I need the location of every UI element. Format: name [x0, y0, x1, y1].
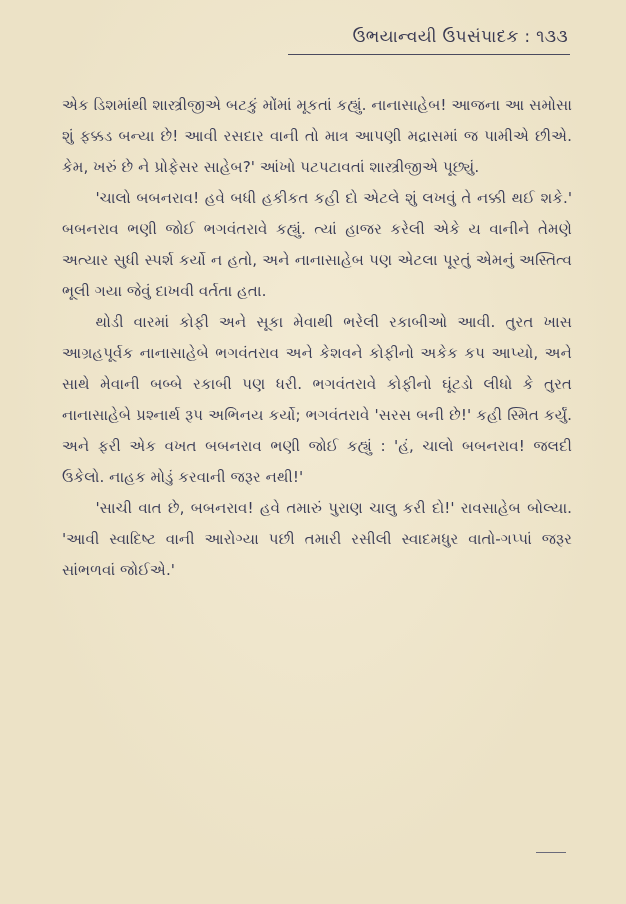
paragraph-4: 'સાચી વાત છે, બબનરાવ! હવે તમારું પુરાણ ચાલુ કરી દો!' રાવસાહેબ બોલ્યા. 'આવી સ્વાદિષ્ટ વાની આરોગ્યા પછી તમારી રસીલી સ્વાદમધુર વાતો-ગપ્પાં જરૂર સાંભળવાં જોઈએ.' — [62, 499, 572, 579]
running-head: ઉભયાન્વયી ઉપસંપાદક : ૧૩૩ — [352, 27, 568, 47]
paragraph-1: એક ડિશમાંથી શાસ્ત્રીજીએ બટકું મોંમાં મૂકતાં કહ્યું. નાનાસાહેબ! આજના આ સમોસા શું ફક્કડ બન્યા છે! આવી રસદાર વાની તો માત્ર આપણી મદ્રાસમાં જ પામીએ છીએ. કેમ, ખરું છે ને પ્રોફેસર સાહેબ?' આંખો પટપટાવતાં શાસ્ત્રીજીએ પૂછ્યું. — [62, 96, 572, 176]
header-rule — [288, 54, 570, 55]
paragraph-2: 'ચાલો બબનરાવ! હવે બધી હકીકત કહી દો એટલે શું લખવું તે નક્કી થઈ શકે.' બબનરાવ ભણી જોઈ ભગવંતરાવે કહ્યું. ત્યાં હાજર કરેલી એકે ય વાનીને તેમણે અત્યાર સુધી સ્પર્શ કર્યો ન હતો, અને નાનાસાહેબ પણ એટલા પૂરતું એમનું અસ્તિત્વ ભૂલી ગયા જેવું દાખવી વર્તતા હતા. — [62, 189, 572, 300]
body-text — [62, 90, 572, 586]
paragraph-3: થોડી વારમાં કોફી અને સૂકા મેવાથી ભરેલી રકાબીઓ આવી. તુરત ખાસ આગ્રહપૂર્વક નાનાસાહેબે ભગવંતરાવ અને કેશવને કોફીનો અકેક કપ આપ્યો, અને સાથે મેવાની બબ્બે રકાબી પણ ધરી. ભગવંતરાવે કોફીનો ઘૂંટડો લીધો કે તુરત નાનાસાહેબે પ્રશ્નાર્થ રૂપ અભિનય કર્યો; ભગવંતરાવે 'સરસ બની છે!' કહી સ્મિત કર્યું. અને ફરી એક વખત બબનરાવ ભણી જોઈ કહ્યું : 'હં, ચાલો બબનરાવ! જલદી ઉકેલો. નાહક મોડું કરવાની જરૂર નથી!' — [62, 313, 572, 486]
footer-dash — [536, 852, 566, 853]
